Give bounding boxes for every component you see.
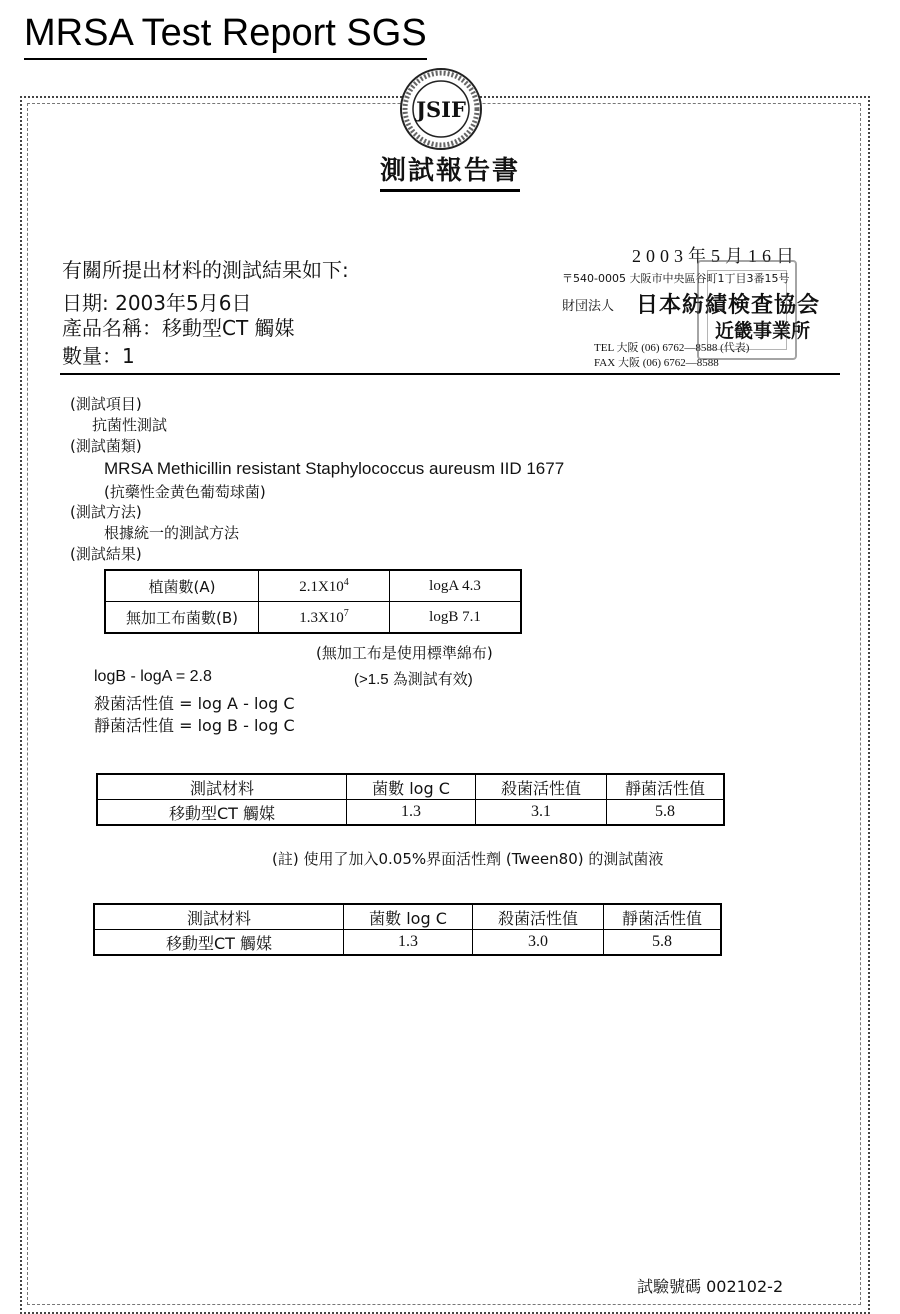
test-date: 日期: 2003年5月6日	[62, 291, 252, 315]
inoculum-table	[104, 569, 522, 634]
bacteria-heading: (測試菌類)	[70, 437, 142, 455]
method-value: 根據統一的測試方法	[104, 524, 240, 542]
table-header-cell: 靜菌活性值	[607, 774, 725, 800]
table-cell: 3.0	[473, 930, 604, 956]
table-row	[105, 570, 521, 602]
issuer-branch: 近畿事業所	[715, 320, 811, 342]
table-row	[94, 930, 721, 956]
table-cell: logB 7.1	[390, 602, 522, 634]
formula-bacteriostatic: 靜菌活性值 = log B - log C	[94, 716, 295, 735]
table-header-cell: 測試材料	[97, 774, 347, 800]
quantity: 數量：1	[62, 344, 135, 368]
method-heading: (測試方法)	[70, 503, 142, 521]
table-header-cell: 測試材料	[94, 904, 344, 930]
table-header-cell: 菌數 log C	[344, 904, 473, 930]
table-header-cell: 殺菌活性值	[476, 774, 607, 800]
table-cell: $1.3X10^7$	[259, 602, 390, 634]
reagent-note: (註) 使用了加入0.05%界面活性劑 (Tween80) 的測試菌液	[272, 850, 664, 868]
test-items-value: 抗菌性測試	[92, 416, 168, 434]
issuer-prefix: 財団法人	[562, 299, 615, 314]
svg-text:JSIF: JSIF	[416, 97, 466, 122]
formula-difference: logB - logA = 2.8	[94, 668, 212, 685]
issuer-fax: FAX 大阪 (06) 6762—8588	[594, 357, 719, 369]
header-divider	[60, 373, 840, 375]
result-heading: (測試結果)	[70, 545, 142, 563]
formula-validity-note: (>1.5 為測試有效)	[354, 671, 473, 688]
issue-date: 2003年5月16日	[632, 246, 799, 266]
issuer-name: 日本紡績検査協会	[636, 293, 821, 318]
table-cell: 無加工布菌數(B)	[105, 602, 259, 634]
report-number: 試驗號碼 002102-2	[637, 1277, 784, 1296]
bacteria-name: MRSA Methicillin resistant Staphylococcus aureusm IID 1677	[104, 459, 565, 478]
table-row	[105, 602, 521, 634]
table-header-cell: 菌數 log C	[347, 774, 476, 800]
result-table-1	[96, 773, 725, 826]
fabric-note: (無加工布是使用標準綿布)	[316, 644, 493, 662]
table-header-cell: 殺菌活性值	[473, 904, 604, 930]
bacteria-name-zh: (抗藥性金黄色葡萄球菌)	[104, 483, 266, 501]
issuer-tel: TEL 大阪 (06) 6762—8588 (代表)	[594, 342, 750, 354]
document-title: 測試報告書	[380, 150, 520, 192]
table-cell: 5.8	[604, 930, 722, 956]
table-cell: $2.1X10^4$	[259, 570, 390, 602]
table-cell: 移動型CT 觸媒	[94, 930, 344, 956]
test-items-heading: (測試項目)	[70, 395, 142, 413]
table-cell: 植菌數(A)	[105, 570, 259, 602]
table-cell: 1.3	[344, 930, 473, 956]
table-cell: 移動型CT 觸媒	[97, 800, 347, 826]
table-header-row	[94, 904, 721, 930]
table-header-row	[97, 774, 724, 800]
result-table-2	[93, 903, 722, 956]
red-seal-stamp	[697, 260, 797, 360]
table-row	[97, 800, 724, 826]
table-cell: logA 4.3	[390, 570, 522, 602]
table-header-cell: 靜菌活性值	[604, 904, 722, 930]
issuer-address: 〒540-0005 大阪市中央區谷町1丁目3番15号	[562, 272, 790, 285]
page-heading: MRSA Test Report SGS	[24, 10, 427, 60]
table-cell: 1.3	[347, 800, 476, 826]
jsif-seal-icon	[398, 66, 484, 152]
table-cell: 3.1	[476, 800, 607, 826]
intro-text: 有關所提出材料的測試結果如下:	[62, 258, 349, 282]
table-cell: 5.8	[607, 800, 725, 826]
product-name: 產品名稱：移動型CT 觸媒	[62, 316, 295, 340]
formula-bactericidal: 殺菌活性值 = log A - log C	[94, 694, 295, 713]
